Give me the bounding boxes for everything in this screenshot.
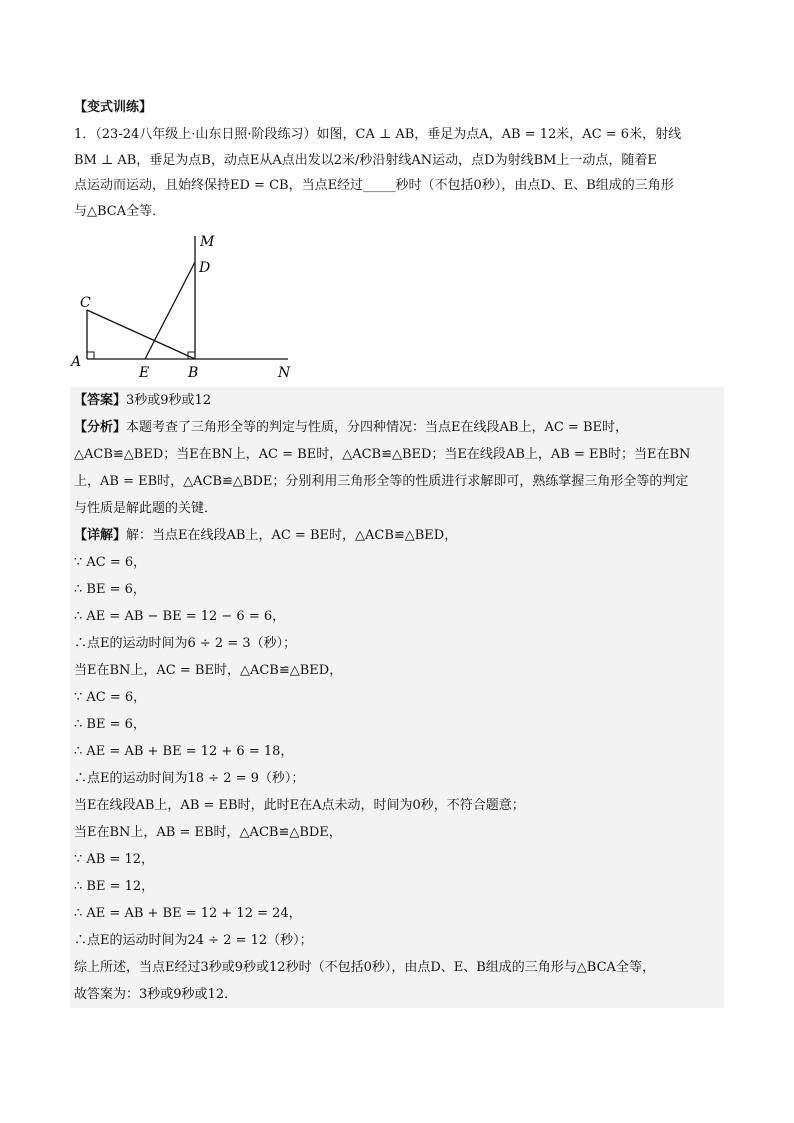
solution-step-line: 综上所述，当点E经过3秒或9秒或12秒时（不包括0秒），由点D、E、B组成的三角形与△BCA全等， (74, 960, 655, 975)
solution-step-line: 当E在BN上，AB = EB时，△ACB≌△BDE， (74, 825, 342, 840)
solution-step-line: 当E在BN上，AC = BE时，△ACB≌△BED， (74, 663, 343, 678)
detail-text: 解：当点E在线段AB上，AC = BE时，△ACB≌△BED， (126, 528, 458, 543)
geometry-figure (66, 232, 306, 382)
problem-statement (74, 122, 724, 224)
solution-step-line: ∴点E的运动时间为6 ÷ 2 = 3（秒）； (74, 636, 297, 651)
analysis-line: △ACB≌△BED；当E在BN上，AC = BE时，△ACB≌△BED；当E在线段AB上，AB = EB时；当E在BN (74, 447, 691, 462)
solution-step-line: 当E在线段AB上，AB = EB时，此时E在A点未动，时间为0秒，不符合题意； (74, 798, 525, 813)
solution-step-line: ∴点E的运动时间为24 ÷ 2 = 12（秒）； (74, 933, 313, 948)
detail-line (74, 522, 720, 549)
solution-step-line: ∴ AE = AB + BE = 12 + 12 = 24， (74, 906, 302, 921)
solution-step-line: ∴ AE = AB + BE = 12 + 6 = 18， (74, 744, 294, 759)
problem-line: 与△BCA全等． (74, 203, 166, 219)
detail-tag: 【详解】 (74, 528, 127, 543)
solution-step-line: ∴点E的运动时间为18 ÷ 2 = 9（秒）； (74, 771, 305, 786)
label-b: B (188, 365, 199, 381)
geometry-svg (66, 232, 306, 382)
solution-step-line: ∴ BE = 6， (74, 582, 146, 597)
analysis-tag: 【分析】 (74, 420, 127, 435)
solution-step-line: ∵ AC = 6， (74, 690, 147, 705)
segment-cb (87, 310, 195, 359)
answer-line (74, 387, 720, 414)
solution-step-line: ∴ BE = 12， (74, 879, 155, 894)
solution-step-line: 故答案为：3秒或9秒或12． (74, 987, 238, 1002)
problem-line: 点运动而运动，且始终保持ED = CB，当点E经过_____秒时（不包括0秒），由点D、E、B组成的三角形 (74, 178, 674, 193)
label-m: M (200, 234, 215, 250)
section-heading: 【变式训练】 (74, 100, 153, 115)
analysis-text: 本题考查了三角形全等的判定与性质，分四种情况：当点E在线段AB上，AC = BE时， (126, 420, 628, 435)
detail-steps (74, 549, 720, 1008)
solution-block (70, 387, 724, 1008)
label-e: E (139, 365, 150, 381)
answer-text: 3秒或9秒或12 (126, 393, 212, 408)
solution-step-line: ∴ BE = 6， (74, 717, 146, 732)
answer-tag: 【答案】 (74, 393, 127, 408)
problem-line: BM ⊥ AB，垂足为点B，动点E从A点出发以2米/秒沿射线AN运动，点D为射线BM上一动点，随着E (74, 152, 657, 168)
analysis-line: 与性质是解此题的关键． (74, 501, 218, 516)
label-n: N (278, 365, 291, 381)
solution-step-line: ∴ AE = AB − BE = 12 − 6 = 6， (74, 609, 286, 624)
problem-line: 1．（23-24八年级上·山东日照·阶段练习）如图，CA ⊥ AB，垂足为点A，AB = 12米，AC = 6米，射线 (74, 127, 682, 142)
right-angle-a (87, 352, 94, 359)
analysis-line (74, 414, 720, 441)
segment-ed (145, 262, 195, 359)
solution-step-line: ∵ AB = 12， (74, 852, 155, 867)
solution-step-line: ∵ AC = 6， (74, 555, 147, 570)
label-c: C (80, 295, 91, 311)
label-d: D (199, 260, 211, 276)
analysis-line: 上，AB = EB时，△ACB≌△BDE；分别利用三角形全等的性质进行求解即可，熟练掌握三角形全等的判定 (74, 474, 689, 489)
label-a: A (71, 354, 82, 370)
